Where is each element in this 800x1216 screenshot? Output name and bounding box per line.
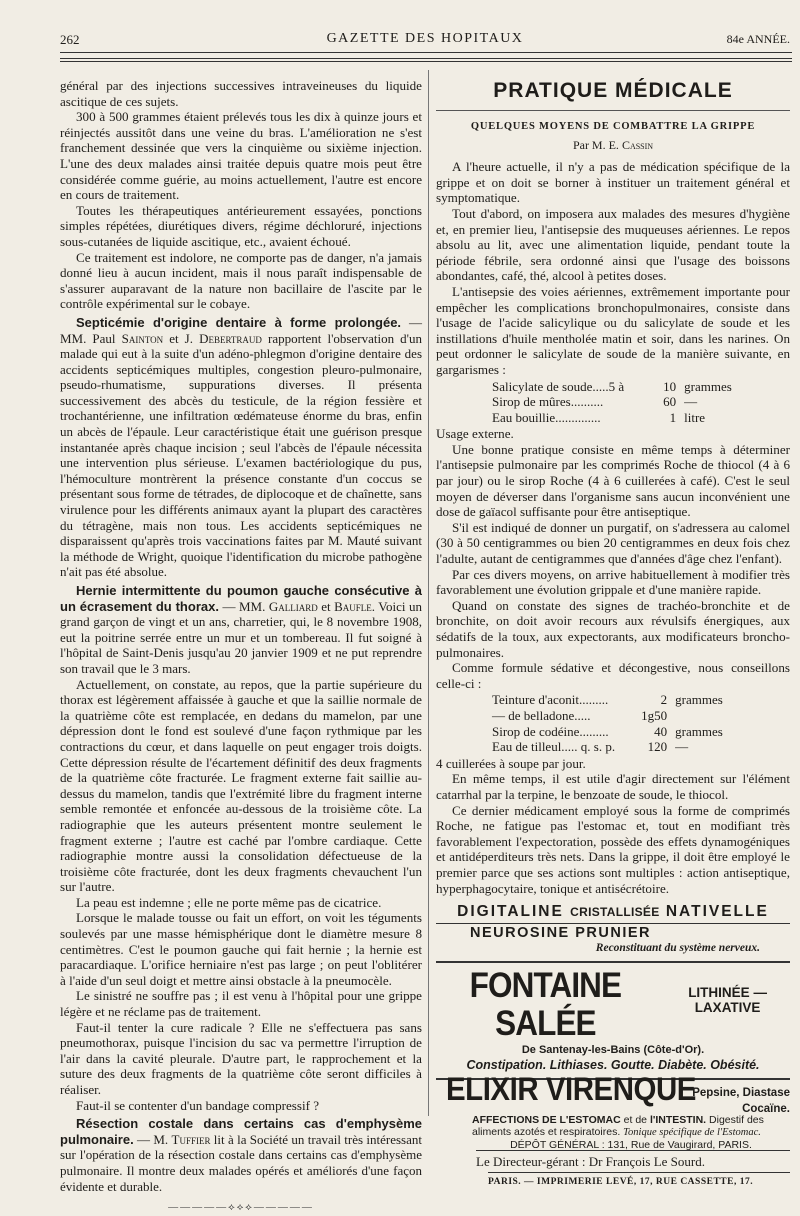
- section-heading-septicemie: Septicémie d'origine dentaire à forme prolongée. — MM. Paul Sainton et J. Debertraud rapportent l'observation d'un malade qui eut à la suite d'un adéno-phlegmon d'origine dentaire des accidents septicémiques multiples, congestion pleuro-pulmonaire, pseudo-rhumatisme, suppurations diverses. Il présenta successivement des abcès du testicule, de la région fessière et trochantérienne, une infiltration œdémateuse énorme du bras, enfin un abcès de l'épaule. Leur caractéristique était une guérison presque instantanée après chaque incision ; seul l'abcès de l'épaule nécessita une intervention plus sérieuse. L'examen bactériologique du pus, l'hémoculture montrèrent la présence constante d'un coccus se présentant sous forme de tétrades, de diplocoque et de chaînette, sans virulence pour les différents animaux ayant la plupart des caractères du tétragène, mais non tous. Les accidents septicémiques ne disparaissent qu'après trois vaccinations faites par M. Mauté suivant la méthode de Wright, quoique l'identification du microbe pathogène n'ait pas été absolue.: [60, 314, 422, 580]
- prescription-unit: —: [684, 394, 698, 410]
- prescription-name: Sirop de mûres..........: [492, 394, 604, 410]
- paragraph: Ce traitement est indolore, ne comporte pas de danger, n'a jamais donné lieu à aucun incident, mais il nous paraît indispensable de s'assurer auparavant de la nature non bacillaire de l'ascite par le contrôle expérimental sur le cobaye.: [60, 249, 422, 312]
- paragraph: Une bonne pratique consiste en même temps à déterminer l'antisepsie pulmonaire par les comprimés Roche de thiocol (4 à 6 par jour) ou le sirop Roche (4 à 6 cuillerées à café). C'est le seul moyen de déverser dans l'organisme sans aucun inconvénient une dose de gaïacol suffisante pour être antiseptique.: [436, 441, 790, 520]
- prescription-usage: 4 cuillerées à soupe par jour.: [436, 755, 586, 771]
- paragraph: Tout d'abord, on imposera aux malades des mesures d'hygiène et, en premier lieu, l'antisepsie des muqueuses aériennes. Le repos absolu au lit, avec une alimentation liquide, pendant toute la période fébrile, sera ordonné ainsi que l'usage des boissons abondantes, café, thé, alcool à petites doses.: [436, 205, 790, 284]
- end-ornament: —————⟡⟡⟡—————: [168, 1202, 314, 1214]
- prescription-unit: grammes: [684, 378, 732, 394]
- journal-year: 84e ANNÉE.: [726, 32, 790, 46]
- section-title: PRATIQUE MÉDICALE: [493, 79, 733, 102]
- column-separator: [428, 70, 429, 1116]
- prescription-qty: 40: [654, 723, 668, 739]
- paragraph: Faut-il se contenter d'un bandage compressif ?: [76, 1097, 320, 1113]
- prescription-unit: —: [675, 739, 689, 755]
- title-rule: [436, 110, 790, 111]
- prescription-name: Eau de tilleul..... q. s. p.: [492, 739, 616, 755]
- paragraph: La peau est indemne ; elle ne porte même pas de cicatrice.: [76, 894, 382, 910]
- paragraph: Lorsque le malade tousse ou fait un effort, on voit les téguments soulevés par une masse hémisphérique dont le diamètre mesure 8 centimètres. C'est le poumon gauche qui fait hernie ; la hernie est paracardiaque. L'orifice herniaire n'est pas large ; on peut l'oblitérer à l'aide d'un seul doigt et mettre ainsi obstacle à la pneumocèle.: [60, 910, 422, 988]
- prescription-qty: 1: [669, 409, 677, 425]
- paragraph: 300 à 500 grammes étaient prélevés tous les dix à quinze jours et réinjectés aussitôt dans une veine du bras. L'amélioration ne s'est franchement dessinée que vers la cinquième ou sixième injection. L'une des deux malades ainsi traitée depuis quatre mois peut être considérée comme guérie, au moins actuellement, l'autre est encore en cours de traitement.: [60, 109, 422, 203]
- header-rule-3: [60, 61, 792, 62]
- paragraph: A l'heure actuelle, il n'y a pas de médication spécifique de la grippe et on doit se borner à instituer un traitement général et symptomatique.: [436, 159, 790, 206]
- page-header: [60, 30, 790, 50]
- article-title: QUELQUES MOYENS DE COMBATTRE LA GRIPPE: [470, 121, 756, 132]
- prescription-line: [490, 739, 725, 755]
- prescription-unit: grammes: [675, 692, 723, 708]
- imprint: PARIS. — IMPRIMERIE LEVÉ, 17, RUE CASSETTE, 17.: [488, 1172, 790, 1191]
- prescription-usage: Usage externe.: [436, 426, 514, 442]
- ad-fontaine-salee: FONTAINE SALÉE LITHINÉE — LAXATIVE De Santenay-les-Bains (Côte-d'Or). Constipation. Lithiases. Goutte. Diabète. Obésité.: [436, 961, 790, 1074]
- paragraph: Ce dernier médicament employé sous la forme de comprimés Roche, ne fatigue pas l'estomac et, tout en modifiant très favorablement l'expectoration, possède des effets dynamogéniques et antidéperditeurs très nets. Dans la grippe, il doit être employé le premier parce que ses actions sont multiples : action antiseptique, hyperphagocytaire, tonique et antisécrétoire.: [436, 802, 790, 896]
- paragraph: Quand on constate des signes de trachéo-bronchite et de bronchite, on doit avoir recours aux révulsifs énergiques, aux sédatifs de la toux, aux expectorants, aux modificateurs broncho-pulmonaires.: [436, 597, 790, 660]
- prescription-unit: grammes: [675, 723, 723, 739]
- prescription-unit: [669, 708, 725, 724]
- prescription-qty: 60: [663, 394, 677, 410]
- ad-digitaline: DIGITALINE CRISTALLISÉE NATIVELLE: [457, 903, 769, 921]
- paragraph: Actuellement, on constate, au repos, que la partie supérieure du thorax est légèrement affaissée à gauche et que la saillie normale de la quatrième côte est remplacée, en dedans du mamelon, par une dépression dont le fond est soulevé d'une façon rythmique par les contractions du cœur, et dans laquelle on peut engager trois doigts. Cette dépression résulte de l'écartement définitif des deux fragments de la quatrième côte fracturée. Le fragment externe fait saillie au-dessus du mamelon, tandis que l'extrémité libre du fragment interne semble remontée et enfoncée au-dessous de la troisième côte. La radiographie que les auteurs présentent montre seulement le fragment externe ; l'autre est caché par l'ombre cardiaque. Cette radiographie montre aussi la consolidation défectueuse de la troisième côte fracturée, dont les deux fragments chevauchent l'un sur l'autre.: [60, 676, 422, 895]
- article-byline: Par M. E. Cassin: [572, 137, 654, 152]
- left-column: [60, 78, 422, 1216]
- prescription-line: [490, 692, 725, 708]
- prescription-name: Salicylate de soude.....5 à: [492, 378, 625, 394]
- journal-title: GAZETTE DES HOPITAUX: [326, 31, 524, 46]
- paragraph: Toutes les thérapeutiques antérieurement essayées, ponctions simples répétées, diurétiques divers, régime déchloruré, injections sous-cutanées de liquide ascitique, etc., avaient échoué.: [60, 202, 422, 249]
- directeur-gerant: Le Directeur-gérant : Dr François Le Sourd.: [476, 1150, 790, 1170]
- prescription-qty: 1g50: [641, 707, 668, 723]
- paragraph: Faut-il tenter la cure radicale ? Elle ne s'effectuera pas sans pneumothorax, puisque l'incision du sac va permettre l'irruption de l'air dans la cavité pleurale. D'autre part, le rapprochement et la suture des deux fragments de la quatrième côte seront difficiles à réaliser.: [60, 1019, 422, 1097]
- prescription-name: — de belladone.....: [492, 707, 591, 723]
- prescription-line: [490, 394, 734, 410]
- paragraph: général par des injections successives intraveineuses du liquide ascitique de ces sujets.: [60, 78, 422, 109]
- ad-elixir-virenque: ELIXIR VIRENQUE Pepsine, Diastase Cocaïne. AFFECTIONS DE L'ESTOMAC et de l'INTESTIN. Digestif des aliments azotés et respiratoires. Tonique spécifique de l'Estomac. DÉPÔT GÉNÉRAL : 131, Rue de Vaugirard, PARIS.: [436, 1078, 790, 1146]
- header-rule: [60, 52, 792, 53]
- prescription-name: Eau bouillie..............: [492, 409, 601, 425]
- prescription-line: [490, 724, 725, 740]
- prescription-unit: litre: [684, 409, 706, 425]
- paragraph: Le sinistré ne souffre pas ; il est venu à l'hôpital pour une grippe légère et ne réclame pas de traitement.: [60, 988, 422, 1020]
- advertisements: [436, 904, 790, 1190]
- right-column: [436, 78, 790, 1190]
- paragraph: S'il est indiqué de donner un purgatif, on s'adressera au calomel (30 à 50 centigrammes ou bien 20 centigrammes en deux fois chez l'adulte, autant de centigrammes que d'années d'âge chez l'enfant).: [436, 519, 790, 567]
- prescription-line: [490, 379, 734, 395]
- prescription-qty: 2: [660, 692, 668, 708]
- prescription-line: [490, 410, 734, 426]
- paragraph: L'antisepsie des voies aériennes, extrêmement importante pour empêcher les complications bronchopulmonaires, consiste dans l'usage de l'acide salicylique ou du salicylate de soude et les instillations d'huile mentholée matin et soir, dans les narines. On peut ordonner le salicylate de soude de la manière suivante, en gargarismes :: [436, 283, 790, 377]
- paragraph: En même temps, il est utile d'agir directement sur l'élément catarrhal par la terpine, le benzoate de soude, le thiocol.: [436, 771, 790, 802]
- paragraph: Par ces divers moyens, on arrive habituellement à modifier très favorablement une évolution grippale et d'une manière rapide.: [436, 566, 790, 598]
- prescription-1: [490, 379, 734, 426]
- prescription-qty: 10: [663, 378, 677, 394]
- paragraph: Comme formule sédative et décongestive, nous conseillons celle-ci :: [436, 660, 790, 691]
- prescription-name: Sirop de codéine.........: [492, 723, 609, 739]
- prescription-qty: 120: [647, 739, 668, 755]
- page-number: 262: [60, 32, 80, 47]
- ad-neurosine: NEUROSINE PRUNIER Reconstituant du système nerveux.: [436, 923, 790, 957]
- section-heading-resection: Résection costale dans certains cas d'emphysème pulmonaire. — M. Tuffier lit à la Société un travail très intéressant sur l'opération de la résection costale dans certains cas d'emphysème pulmonaire. Il montre deux malades opérés et améliorés d'une façon évidente et durable.: [60, 1116, 422, 1194]
- prescription-line: [490, 708, 725, 724]
- section-heading-hernie: Hernie intermittente du poumon gauche consécutive à un écrasement du thorax. — MM. Galliard et Baufle. Voici un grand garçon de vingt et un ans, charretier, qui, le 8 novembre 1908, eut la poitrine serrée entre un mur et un tombereau. Il fut soigné à l'hôpital de Saint-Denis jusqu'au 20 janvier 1909 et ne put reprendre son travail que le 3 mars.: [60, 583, 422, 676]
- prescription-2: [490, 692, 725, 754]
- header-rule-2: [60, 58, 792, 59]
- prescription-name: Teinture d'aconit.........: [492, 692, 609, 708]
